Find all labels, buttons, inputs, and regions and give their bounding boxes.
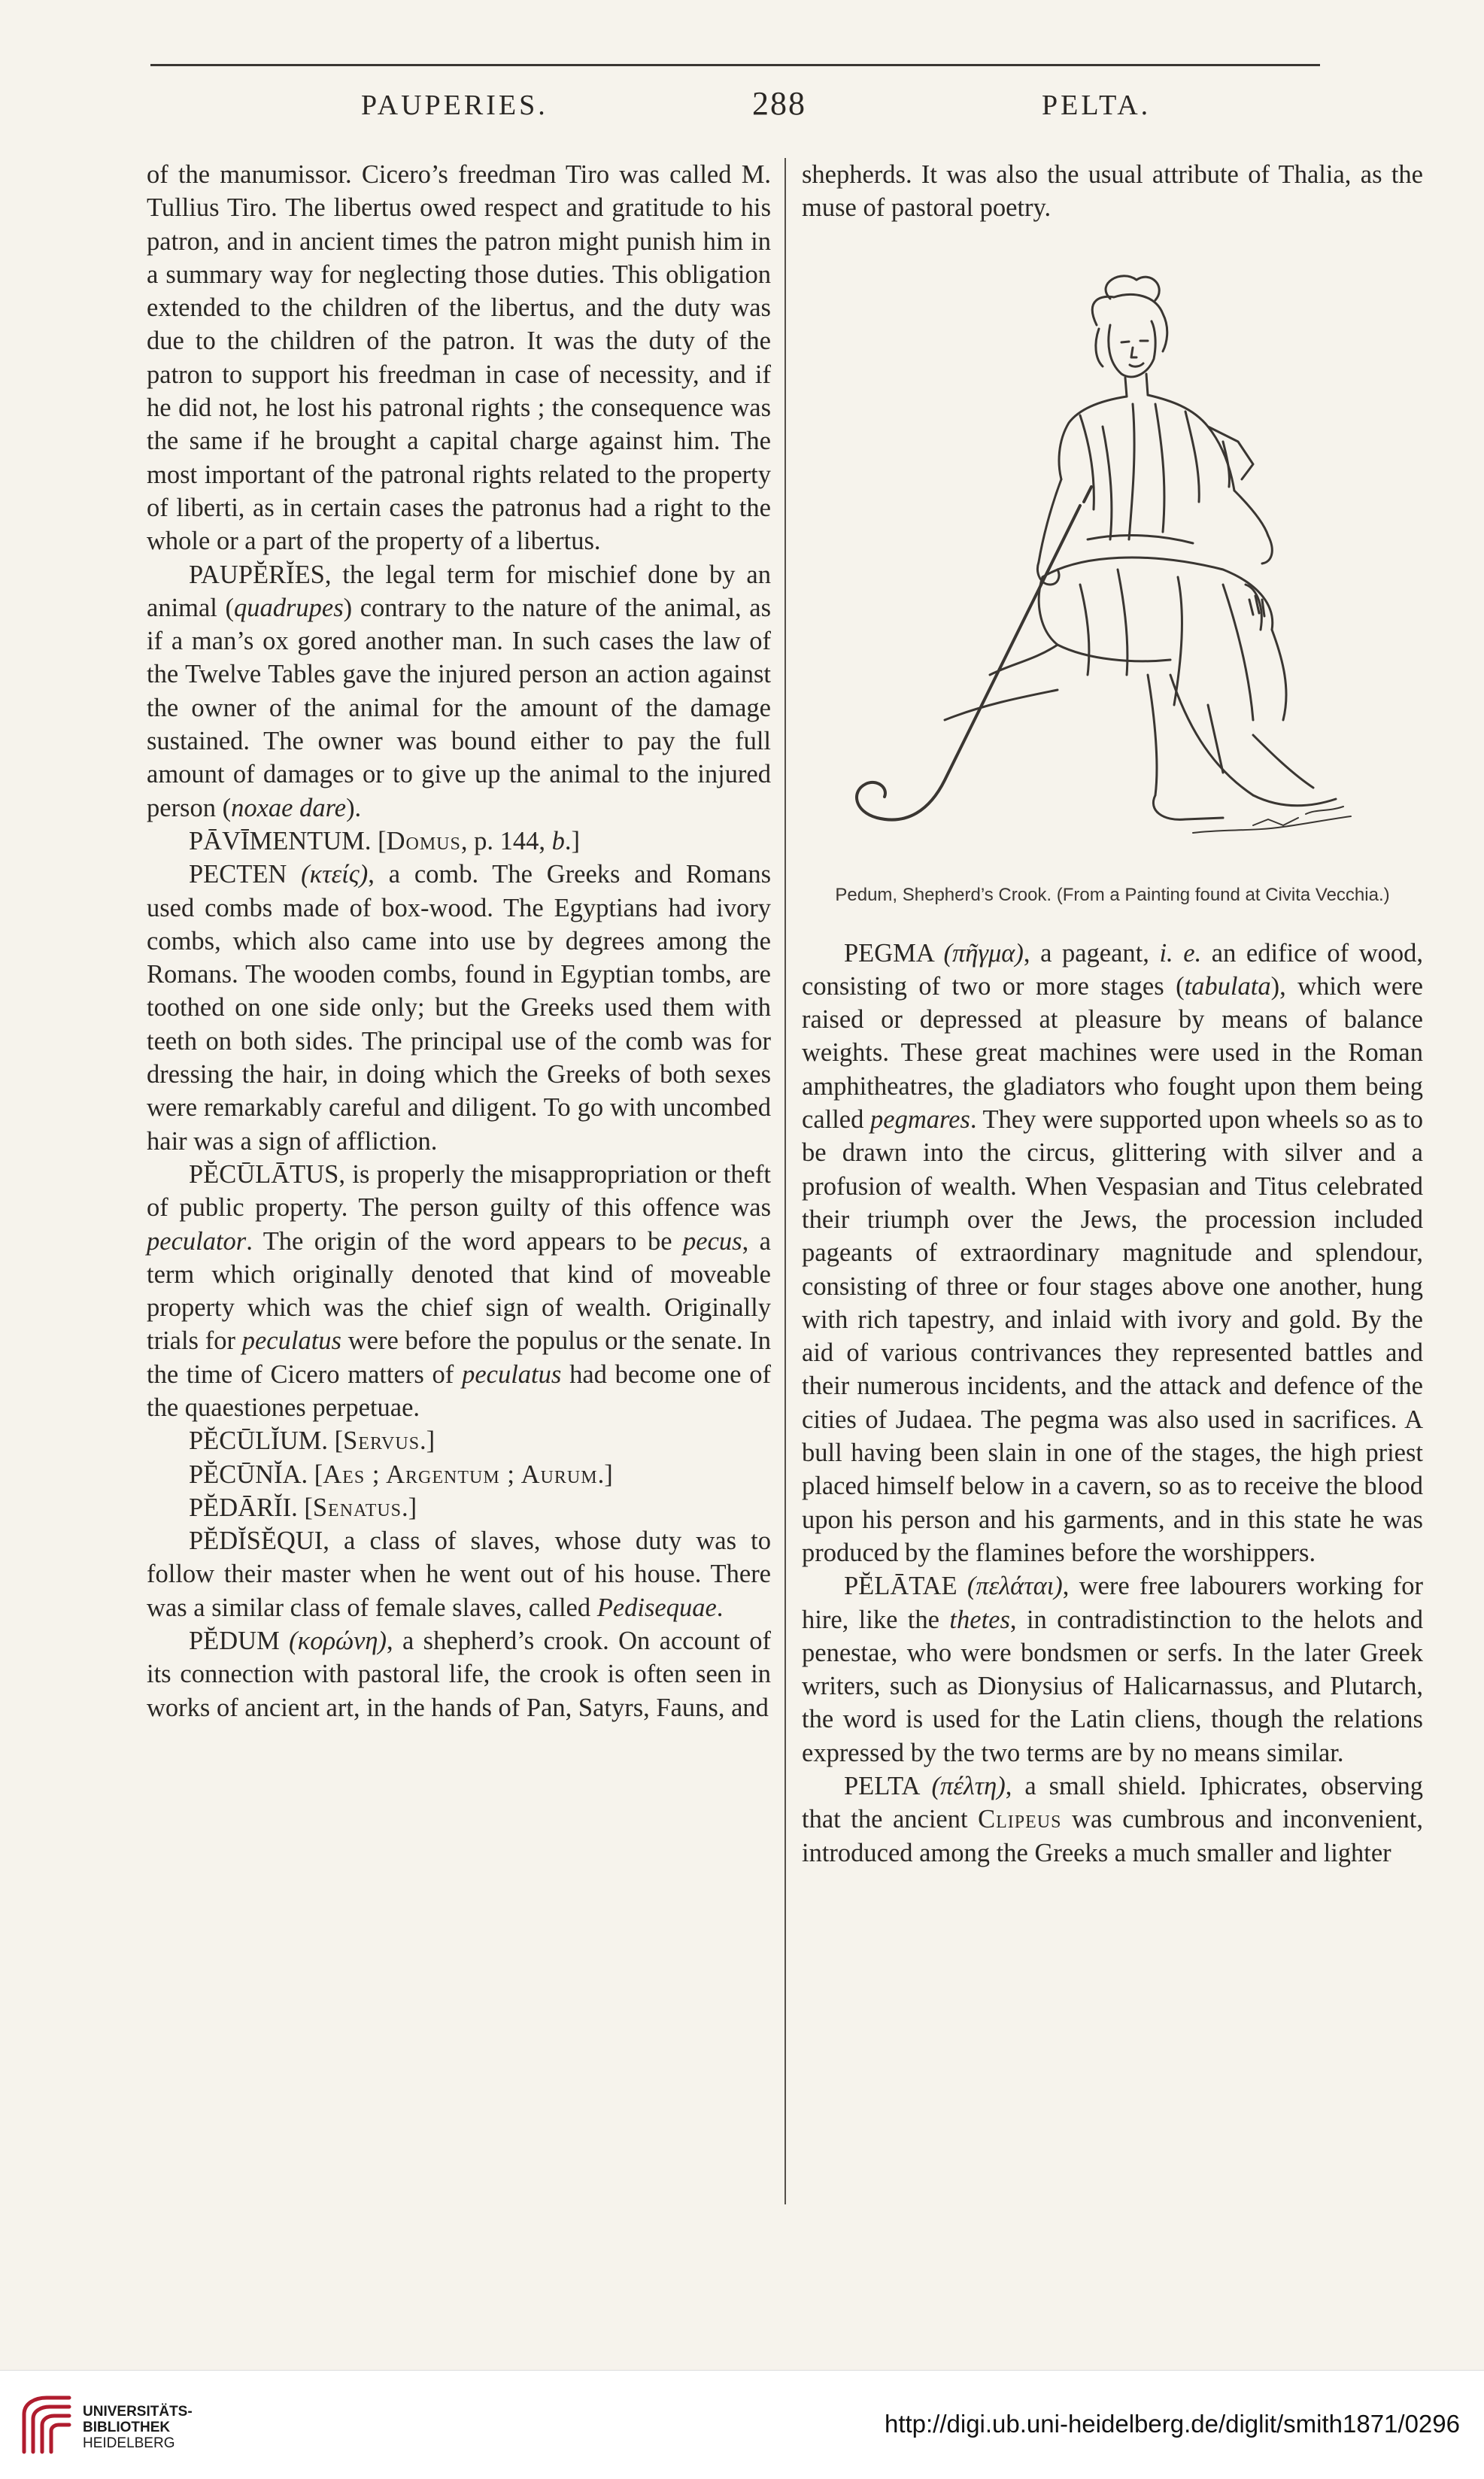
cross-reference: Domus bbox=[386, 826, 461, 855]
headword: PĔCŪLĀTUS, bbox=[189, 1159, 345, 1189]
greek-term: (κτείς) bbox=[301, 860, 369, 889]
right-column bbox=[802, 158, 1423, 1870]
headword: PĔCŪNĬA. bbox=[189, 1460, 308, 1489]
headword: PĔCŪLĬUM. bbox=[189, 1426, 328, 1456]
entry-pecunia: PĔCŪNĬA. [Aes ; Argentum ; Aurum.] bbox=[189, 1460, 613, 1489]
paragraph-shepherds: shepherds. It was also the usual attribute of Thalia, as the muse of pastoral poetry. bbox=[802, 160, 1423, 223]
source-url-link[interactable]: http://digi.ub.uni-heidelberg.de/diglit/smith1871/0296 bbox=[884, 2410, 1460, 2438]
headword: PĔDĀRĬI. bbox=[189, 1493, 298, 1522]
greek-term: (πέλτη) bbox=[931, 1772, 1006, 1801]
greek-term: (πῆγμα) bbox=[943, 938, 1024, 968]
cross-reference: Servus bbox=[343, 1426, 420, 1456]
figure-caption: Pedum, Shepherd’s Crook. (From a Painting found at Civita Vecchia.) bbox=[835, 884, 1390, 905]
greek-term: (κορώνη) bbox=[289, 1627, 387, 1656]
entry-peculium: PĔCŪLĬUM. [Servus.] bbox=[189, 1426, 435, 1456]
column-divider bbox=[784, 158, 786, 2204]
running-head bbox=[150, 85, 1320, 134]
greek-term: (πελάται) bbox=[967, 1572, 1063, 1601]
headword: PAUPĔRĬES, bbox=[189, 560, 332, 589]
entry-peculatus: PĔCŪLĀTUS, is properly the misappropriation or theft of public property. The person guilty of this offence was peculator. The origin of the word appears to be pecus, a term which originally denoted that kind of moveable property which was the chief sign of wealth. Originally trials for peculatus were before the populus or the senate. In the time of Cicero matters of peculatus had become one of the quaestiones perpetuae. bbox=[147, 1159, 772, 1422]
headword: PĔLĀTAE bbox=[844, 1572, 957, 1601]
cross-reference: Clipeus bbox=[978, 1805, 1062, 1834]
cross-reference: Aes ; Argentum ; Aurum bbox=[323, 1460, 598, 1489]
entry-pegma: PEGMA (πῆγμα), a pageant, i. e. an edifice of wood, consisting of two or more stages (tabulata), which were raised or depressed at pleasure by means of balance weights. These great machines were used in the Roman amphitheatres, the gladiators who fought upon them being called pegmares. They were supported upon wheels so as to be drawn into the circus, glittering with silver and a profusion of wealth. When Vespasian and Titus celebrated their triumph over the Jews, the procession included pageants of extraordinary magnitude and splendour, consisting of three or four stages above one another, hung with rich tapestry, and inlaid with ivory and gold. By the aid of various contrivances they represented battles and their numerous incidents, and the attack and defence of the cities of Judaea. The pegma was also used in sacrifices. A bull having been slain in one of the stages, the high priest placed himself below in a cavern, so as to receive the blood upon his person and his garments, and in this state he was produced by the flamines before the worshippers. bbox=[802, 938, 1423, 1567]
running-head-left: PAUPERIES. bbox=[361, 90, 548, 121]
cross-reference: Senatus bbox=[312, 1493, 402, 1522]
running-head-right: PELTA. bbox=[1042, 90, 1152, 121]
headword: PELTA bbox=[844, 1772, 919, 1801]
entry-pecten: PECTEN (κτείς), a comb. The Greeks and Romans used combs made of box-wood. The Egyptians had ivory combs, which also came into use by degrees among the Romans. The wooden combs, found in Egyptian tombs, are toothed on one side only; but the Greeks used them with teeth on both sides. The principal use of the comb was for dressing the hair, in doing which the Greeks of both sexes were remarkably careful and diligent. To go with uncombed hair was a sign of affliction. bbox=[147, 860, 772, 1156]
entry-pedisequi: PĔDĬSĔQUI, a class of slaves, whose duty was to follow their master when he went out of his house. There was a similar class of female slaves, called Pedisequae. bbox=[147, 1527, 771, 1622]
entry-pavimentum: PĀVĪMENTUM. [Domus, p. 144, b.] bbox=[189, 826, 580, 855]
pedum-illustration bbox=[802, 254, 1423, 878]
library-name: UNIVERSITÄTS- BIBLIOTHEK HEIDELBERG bbox=[83, 2404, 193, 2451]
entry-pelta: PELTA (πέλτη), a small shield. Iphicrates, observing that the ancient Clipeus was cumbrous and inconvenient, introduced among the Greeks a much smaller and lighter bbox=[802, 1772, 1423, 1867]
header-rule bbox=[150, 64, 1320, 66]
paragraph-manumissor: of the manumissor. Cicero’s freedman Tiro was called M. Tullius Tiro. The libertus owed respect and gratitude to his patron, and in ancient times the patron might punish him in a summary way for neglecting those duties. This obligation extended to the children of the libertus, and the duty was due to the children of the patron. It was the duty of the patron to support his freedman in case of necessity, and if he did not, he lost his patronal rights ; the consequence was the same if he brought a capital charge against him. The most important of the patronal rights related to the property of liberti, as in certain cases the patronus had a right to the whole or a part of the property of a libertus. bbox=[147, 160, 771, 556]
muse-with-crook-drawing bbox=[832, 254, 1388, 878]
headword: PEGMA bbox=[844, 938, 933, 968]
headword: PĔDĬSĔQUI, bbox=[189, 1527, 329, 1556]
entry-pedarii: PĔDĀRĬI. [Senatus.] bbox=[189, 1493, 417, 1522]
headword: PECTEN bbox=[189, 860, 287, 889]
entry-pauperies: PAUPĔRĬES, the legal term for mischief done by an animal (quadrupes) contrary to the nature of the animal, as if a man’s ox gored another man. In such cases the law of the Twelve Tables gave the injured person an action against the owner of the animal for the amount of the damage sustained. The owner was bound either to pay the full amount of damages or to give up the animal to the injured person (noxae dare). bbox=[147, 560, 771, 822]
entry-pelatae: PĔLĀTAE (πελάται), were free labourers working for hire, like the thetes, in contradistinction to the helots and penestae, who were bondsmen or serfs. In the later Greek writers, such as Dionysius of Halicarnassus, and Plutarch, the word is used for the Latin cliens, though the relations expressed by the two terms are by no means similar. bbox=[802, 1572, 1424, 1767]
headword: PĔDUM bbox=[189, 1627, 280, 1656]
left-column bbox=[147, 158, 771, 1724]
university-library-logo-icon bbox=[17, 2392, 74, 2456]
digital-library-footer bbox=[0, 2370, 1484, 2479]
page-number: 288 bbox=[752, 85, 806, 122]
entry-pedum: PĔDUM (κορώνη), a shepherd’s crook. On account of its connection with pastoral life, the crook is often seen in works of ancient art, in the hands of Pan, Satyrs, Fauns, and bbox=[147, 1627, 771, 1722]
headword: PĀVĪMENTUM. bbox=[189, 826, 372, 855]
